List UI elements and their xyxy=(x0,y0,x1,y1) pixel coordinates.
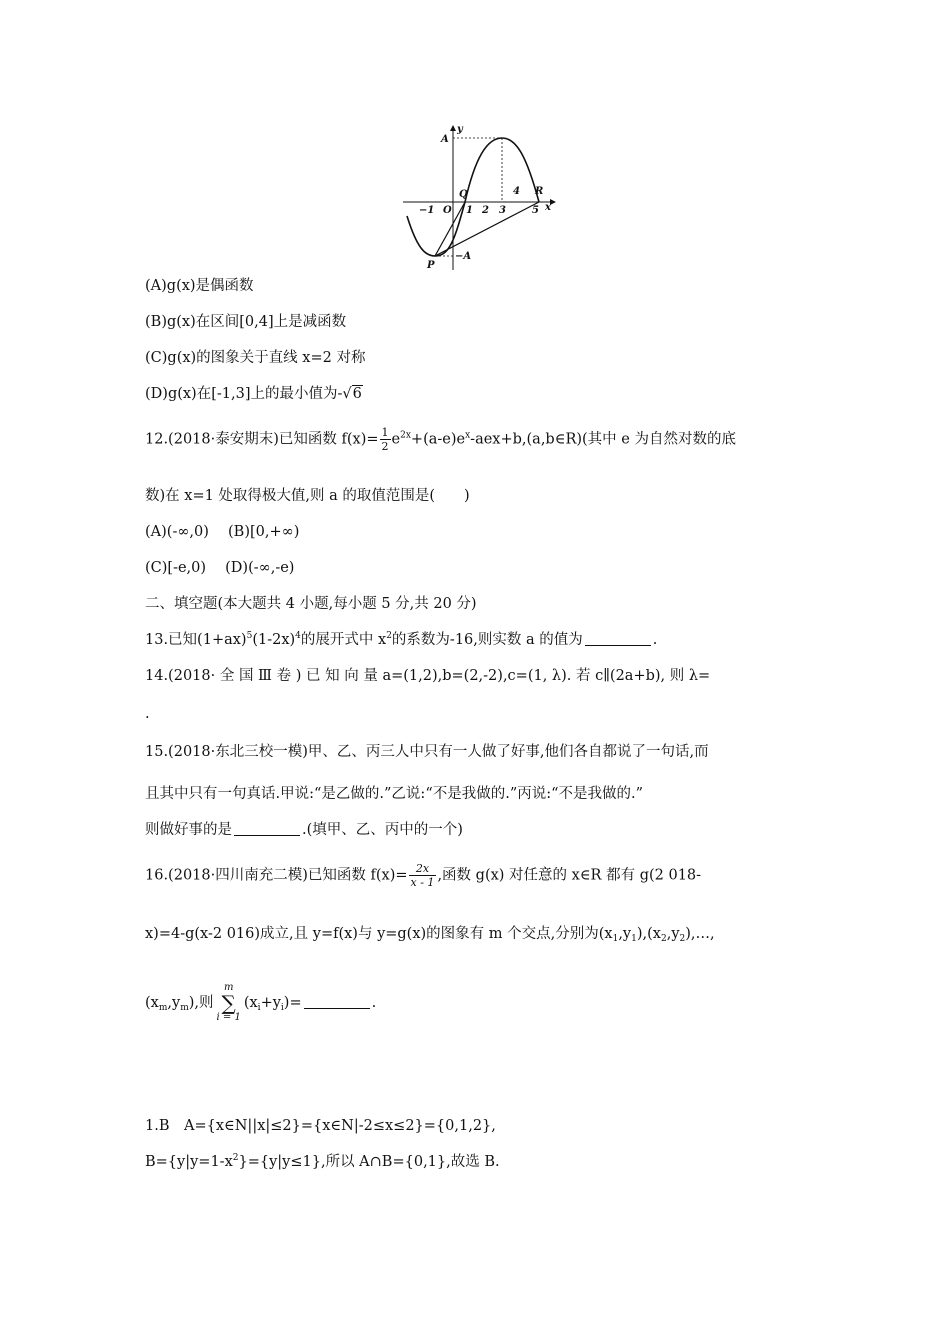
answer-1-line2 xyxy=(145,1152,500,1172)
sum-lower: i = 1 xyxy=(216,1012,241,1023)
label-4: 4 xyxy=(513,186,520,197)
q13-text-d: 的系数为-16,则实数 a 的值为 xyxy=(391,632,583,648)
sigma-symbol: ∑ xyxy=(221,991,236,1015)
sine-curve xyxy=(407,138,539,256)
tick-5: 5 xyxy=(532,205,539,216)
q11-d-text: (D)g(x)在[-1,3]上的最小值为- xyxy=(145,386,343,402)
label-negA: −A xyxy=(455,251,472,262)
sub: 2 xyxy=(679,934,686,944)
tick-minus1: −1 xyxy=(419,205,435,216)
label-R: R xyxy=(535,186,544,197)
sqrt-radicand: 6 xyxy=(352,386,362,402)
q16-end: . xyxy=(371,995,377,1011)
sqrt-sign: √ xyxy=(342,386,352,402)
q13-text-a: 13.已知(1+ax) xyxy=(145,632,247,648)
label-P: P xyxy=(427,260,435,271)
q16-text: ,y xyxy=(666,926,680,942)
q13-end: . xyxy=(652,632,658,648)
answer-blank[interactable] xyxy=(585,631,651,646)
label-A: A xyxy=(441,134,449,145)
q12-exp2: x xyxy=(465,430,471,441)
q16-text: ),…, xyxy=(685,926,715,942)
q12-e: e xyxy=(391,431,401,448)
q13-text-b: (1-2x) xyxy=(252,632,296,648)
label-y: y xyxy=(457,124,463,135)
q16-text: x)=4-g(x-2 016)成立,且 y=f(x)与 y=g(x)的图象有 m 个交点,分别为(x xyxy=(145,926,613,942)
q16-text: (x xyxy=(243,995,258,1011)
q11-option-d xyxy=(145,384,363,404)
q13-exp4: 4 xyxy=(295,631,301,641)
label-x: x xyxy=(545,202,551,213)
q16-text-b: ,函数 g(x) 对任意的 x∈R 都有 g(2 018- xyxy=(437,867,702,884)
frac-den: x - 1 xyxy=(410,876,435,889)
q11-option-a: (A)g(x)是偶函数 xyxy=(145,278,254,294)
q12-line1 xyxy=(145,426,736,453)
sub: i xyxy=(257,1003,261,1013)
label-O: O xyxy=(443,205,452,216)
q14-dot: . xyxy=(145,706,150,722)
ans1-text-a: B={y|y=1-x xyxy=(145,1154,233,1170)
q15-text-b: .(填甲、乙、丙中的一个) xyxy=(302,822,463,838)
sub: 2 xyxy=(660,934,667,944)
q16-line1 xyxy=(145,862,701,889)
q16-line3 xyxy=(145,982,376,1024)
q11-option-c: (C)g(x)的图象关于直线 x=2 对称 xyxy=(145,350,366,366)
function-graph-figure xyxy=(395,118,565,278)
answer-1-line1: 1.B A={x∈N||x|≤2}={x∈N|-2≤x≤2}={0,1,2}, xyxy=(145,1118,496,1134)
ans1-exp: 2 xyxy=(232,1153,239,1163)
q13-exp2: 2 xyxy=(386,631,392,641)
q16-text: ,y xyxy=(618,926,632,942)
q16-text: ,y xyxy=(167,995,181,1011)
sub: 1 xyxy=(631,934,637,944)
q15-line2: 且其中只有一句真话.甲说:“是乙做的.”乙说:“不是我做的.”丙说:“不是我做的.” xyxy=(145,786,644,802)
fraction-one-half xyxy=(380,426,391,453)
answer-blank[interactable] xyxy=(234,821,300,836)
label-Q: Q xyxy=(459,189,468,200)
q13-exp5: 5 xyxy=(246,631,253,641)
frac-num: 2x xyxy=(409,862,437,876)
q12-options-cd: (C)[-e,0) (D)(-∞,-e) xyxy=(145,560,295,576)
q12-options-ab: (A)(-∞,0) (B)[0,+∞) xyxy=(145,524,300,540)
tick-1: 1 xyxy=(466,205,473,216)
q12-line2: 数)在 x=1 处取得极大值,则 a 的取值范围是( ) xyxy=(145,488,470,504)
q12-text-a: 12.(2018·泰安期末)已知函数 f(x)= xyxy=(145,431,379,448)
q16-text-a: 16.(2018·四川南充二模)已知函数 f(x)= xyxy=(145,867,408,884)
q13-text-c: 的展开式中 x xyxy=(300,632,387,648)
summation xyxy=(217,982,241,1024)
section-heading-fill-blank: 二、填空题(本大题共 4 小题,每小题 5 分,共 20 分) xyxy=(145,596,477,612)
q12-text-c: -aex+b,(a,b∈R)(其中 e 为自然对数的底 xyxy=(470,431,736,448)
q13 xyxy=(145,630,657,650)
q12-exp1: 2x xyxy=(400,430,411,441)
sub: m xyxy=(158,1003,168,1013)
tick-3: 3 xyxy=(499,205,506,216)
sub: 1 xyxy=(612,934,619,944)
q11-option-b: (B)g(x)在区间[0,4]上是减函数 xyxy=(145,314,347,330)
q15-line3 xyxy=(145,820,463,840)
q16-text: +y xyxy=(260,995,281,1011)
sub: i xyxy=(280,1003,284,1013)
tick-2: 2 xyxy=(482,205,489,216)
q15-line1: 15.(2018·东北三校一模)甲、乙、丙三人中只有一人做了好事,他们各自都说了一句话,而 xyxy=(145,744,709,760)
sub: m xyxy=(180,1003,189,1013)
frac-num: 1 xyxy=(381,426,389,439)
q16-text: )= xyxy=(283,995,302,1011)
answer-blank[interactable] xyxy=(304,994,370,1009)
q15-text-a: 则做好事的是 xyxy=(145,822,232,838)
ans1-text-b: }={y|y≤1},所以 A∩B={0,1},故选 B. xyxy=(238,1154,500,1170)
q16-text: ),则 xyxy=(188,995,214,1011)
q16-line2 xyxy=(145,924,715,944)
q14: 14.(2018· 全 国 Ⅲ 卷 ) 已 知 向 量 a=(1,2),b=(2,-2),c=(1, λ). 若 c∥(2a+b), 则 λ= xyxy=(145,668,711,684)
sum-upper: m xyxy=(223,982,234,993)
q16-text: ),(x xyxy=(636,926,661,942)
q12-text-b: +(a-e)e xyxy=(410,431,466,448)
q16-text: (x xyxy=(145,995,159,1011)
fraction-2x-over-x-minus-1 xyxy=(409,862,437,889)
frac-den: 2 xyxy=(381,440,389,453)
